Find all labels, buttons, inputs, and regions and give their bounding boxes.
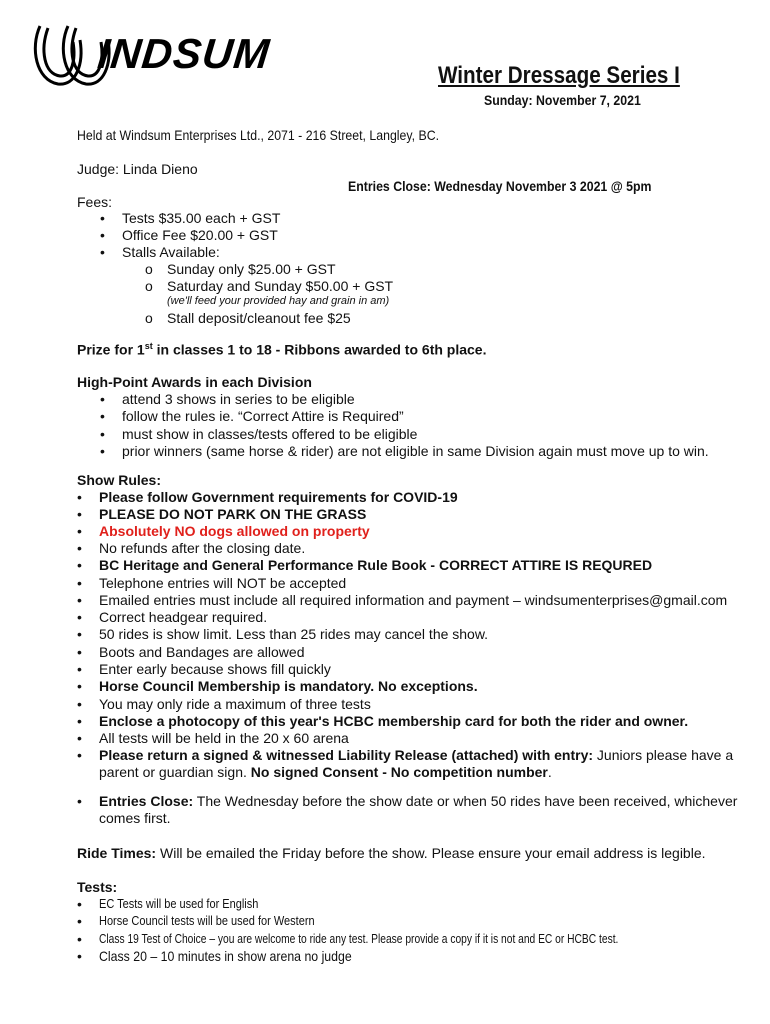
- bullet-icon: •: [77, 592, 82, 608]
- release-bold: Please return a signed & witnessed Liability Release (attached) with entry:: [99, 747, 594, 763]
- bullet-icon: •: [77, 661, 82, 677]
- bullet-icon: •: [100, 408, 105, 424]
- entries-close-cont: comes first.: [99, 810, 171, 826]
- rule-item: You may only ride a maximum of three tests: [99, 696, 371, 712]
- bullet-icon: •: [77, 540, 82, 556]
- sub-bullet-icon: o: [145, 310, 153, 326]
- rule-item-warning: Absolutely NO dogs allowed on property: [99, 523, 370, 539]
- bullet-icon: •: [77, 557, 82, 573]
- bullet-icon: •: [100, 426, 105, 442]
- prize-text-b: in classes 1 to 18 - Ribbons awarded to 6th place.: [152, 341, 487, 358]
- bullet-icon: •: [100, 227, 105, 243]
- show-rules-heading: Show Rules:: [77, 472, 162, 488]
- ride-times-body: Will be emailed the Friday before the show. Please ensure your email address is legible.: [156, 845, 706, 861]
- rule-item: Correct headgear required.: [99, 609, 268, 625]
- bullet-icon: •: [77, 730, 82, 746]
- rule-item: Horse Council Membership is mandatory. No exceptions.: [99, 678, 478, 694]
- prize-text: [77, 341, 486, 358]
- release-line2-end: .: [547, 764, 552, 780]
- entries-close-text: Entries Close: Wednesday November 3 2021 @ 5pm: [348, 178, 652, 194]
- bullet-icon: •: [77, 713, 82, 729]
- sub-bullet-icon: o: [145, 261, 153, 277]
- fees-label: Fees:: [77, 194, 113, 210]
- stall-item: Saturday and Sunday $50.00 + GST: [167, 278, 394, 294]
- bullet-icon: •: [77, 644, 82, 660]
- bullet-icon: •: [77, 626, 82, 642]
- sub-bullet-icon: o: [145, 278, 153, 294]
- show-date: Sunday: November 7, 2021: [484, 92, 641, 108]
- judge-text: Judge: Linda Dieno: [77, 161, 198, 177]
- test-item: Class 20 – 10 minutes in show arena no judge: [99, 948, 352, 964]
- rule-item: PLEASE DO NOT PARK ON THE GRASS: [99, 506, 367, 522]
- bullet-icon: •: [77, 523, 82, 539]
- bullet-icon: •: [77, 609, 82, 625]
- rule-item: Please follow Government requirements for COVID-19: [99, 489, 458, 505]
- bullet-icon: •: [77, 913, 82, 929]
- rule-item-release-cont: [99, 764, 552, 780]
- release-rest: Juniors please have a: [593, 747, 734, 763]
- bullet-icon: •: [77, 575, 82, 591]
- stall-note: (we'll feed your provided hay and grain in am): [167, 295, 390, 307]
- ride-times-label: Ride Times:: [77, 845, 157, 861]
- tests-heading: Tests:: [77, 879, 118, 895]
- fee-item: Stalls Available:: [122, 244, 220, 260]
- venue-text: Held at Windsum Enterprises Ltd., 2071 - 216 Street, Langley, BC.: [77, 127, 440, 143]
- release-line2: parent or guardian sign.: [99, 764, 251, 780]
- bullet-icon: •: [77, 678, 82, 694]
- bullet-icon: •: [77, 747, 82, 763]
- bullet-icon: •: [77, 948, 82, 964]
- rule-item: Enter early because shows fill quickly: [99, 661, 331, 677]
- high-point-item: must show in classes/tests offered to be eligible: [122, 426, 418, 442]
- rule-item: Emailed entries must include all required information and payment – windsumenterprises@gmail.com: [99, 592, 728, 608]
- entries-close-rest: The Wednesday before the show date or when 50 rides have been received, whichever: [193, 793, 738, 809]
- high-point-item: prior winners (same horse & rider) are not eligible in same Division again must move up to win.: [122, 443, 709, 459]
- entries-close-bold: Entries Close:: [99, 793, 194, 809]
- rule-item-entries-close: [99, 793, 737, 809]
- high-point-item: follow the rules ie. “Correct Attire is Required”: [122, 408, 404, 424]
- rule-item: No refunds after the closing date.: [99, 540, 306, 556]
- rule-item: Boots and Bandages are allowed: [99, 644, 305, 660]
- bullet-icon: •: [100, 210, 105, 226]
- stall-item: Sunday only $25.00 + GST: [167, 261, 336, 277]
- bullet-icon: •: [77, 696, 82, 712]
- bullet-icon: •: [77, 489, 82, 505]
- high-point-heading: High-Point Awards in each Division: [77, 374, 312, 390]
- test-item: Horse Council tests will be used for Western: [99, 914, 315, 928]
- rule-item: Enclose a photocopy of this year's HCBC membership card for both the rider and owner.: [99, 713, 689, 729]
- prize-text-a: Prize for 1: [77, 341, 145, 358]
- bullet-icon: •: [77, 793, 82, 809]
- rule-item: All tests will be held in the 20 x 60 arena: [99, 730, 349, 746]
- bullet-icon: •: [100, 244, 105, 260]
- bullet-icon: •: [100, 443, 105, 459]
- release-line2-bold: No signed Consent - No competition number: [250, 764, 548, 780]
- bullet-icon: •: [100, 391, 105, 407]
- rule-item: Telephone entries will NOT be accepted: [99, 575, 347, 591]
- page-title: Winter Dressage Series I: [438, 62, 680, 89]
- test-item: Class 19 Test of Choice – you are welcome to ride any test. Please provide a copy if it is not and EC or HCBC test.: [99, 932, 619, 946]
- rule-item-release: [99, 747, 733, 763]
- ride-times-text: [77, 845, 706, 861]
- test-item: EC Tests will be used for English: [99, 897, 259, 911]
- rule-item: 50 rides is show limit. Less than 25 rides may cancel the show.: [99, 626, 489, 642]
- stall-deposit: Stall deposit/cleanout fee $25: [167, 310, 351, 326]
- fee-item: Office Fee $20.00 + GST: [122, 227, 278, 243]
- rule-item: BC Heritage and General Performance Rule Book - CORRECT ATTIRE IS REQURED: [99, 557, 653, 573]
- fee-item: Tests $35.00 each + GST: [122, 210, 281, 226]
- bullet-icon: •: [77, 931, 82, 947]
- bullet-icon: •: [77, 506, 82, 522]
- bullet-icon: •: [77, 896, 82, 912]
- logo-wordmark: INDSUM: [95, 30, 273, 77]
- high-point-item: attend 3 shows in series to be eligible: [122, 391, 355, 407]
- prize-sup: st: [144, 341, 153, 351]
